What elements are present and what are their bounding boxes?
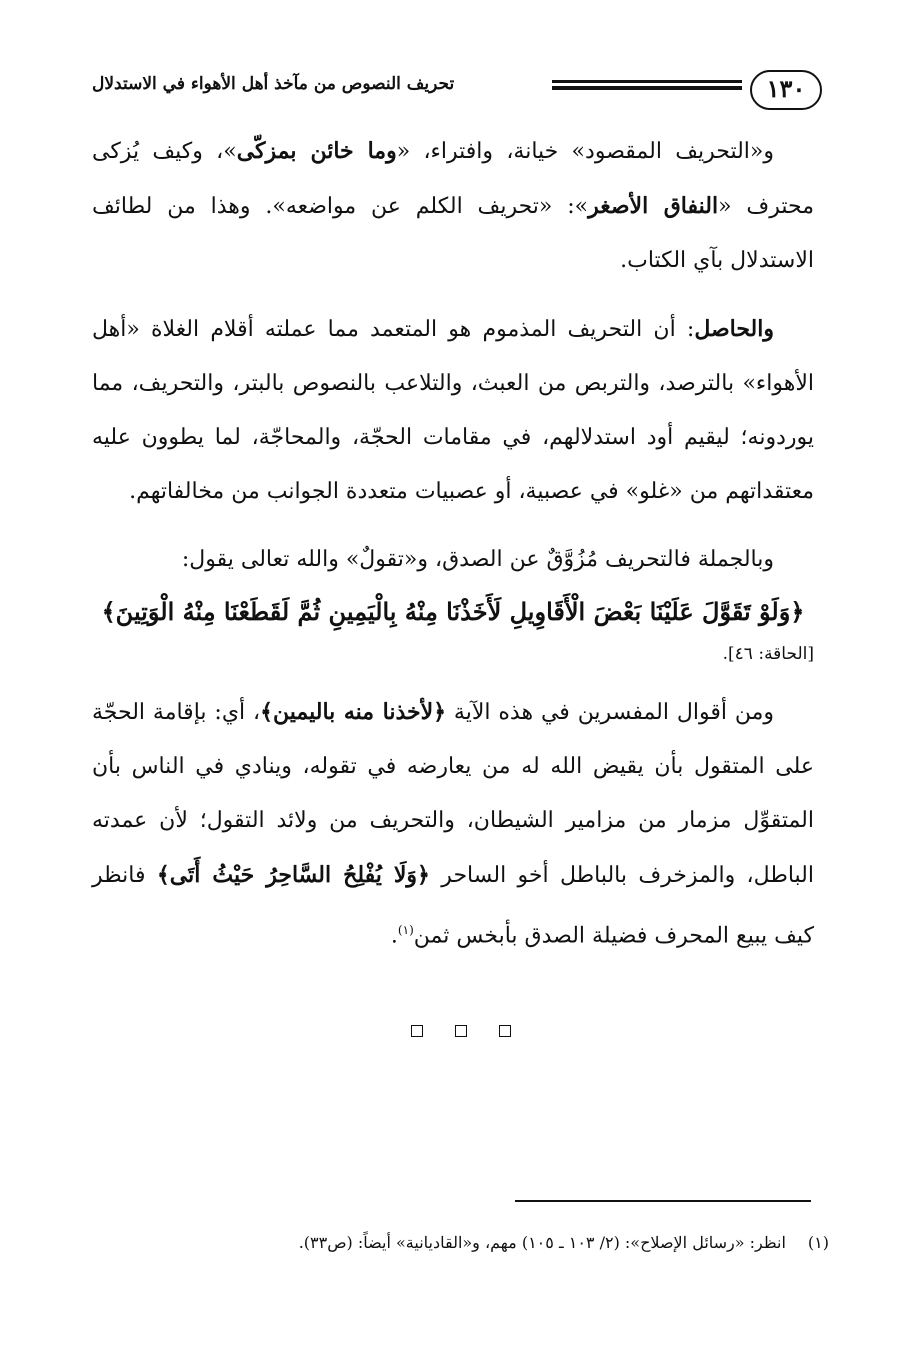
- footnote-number: (١): [807, 1233, 829, 1252]
- page-number: ١٣٠: [750, 70, 822, 110]
- footnote-marker[interactable]: (١): [397, 923, 414, 937]
- text-span: » خيانة، وافتراء، «: [396, 139, 586, 164]
- footnote: [107, 1228, 829, 1258]
- paragraph-1: [92, 124, 814, 288]
- footnote-text: انظر: «رسائل الإصلاح»: (٢/ ١٠٣ ـ ١٠٥) مهم، و«القاديانية» أيضاً: (ص٣٣).: [298, 1233, 786, 1252]
- text-span: »: «تحريف الكلم عن مواضعه». وهذا من لطائف الاستدلال بآي الكتاب.: [92, 194, 814, 273]
- paragraph-4: [92, 685, 814, 963]
- paragraph-2: [92, 302, 814, 519]
- page-header: [92, 70, 822, 114]
- square-icon: [499, 1025, 511, 1037]
- text-span: .: [390, 923, 398, 949]
- bold-phrase: النفاق الأصغر: [588, 193, 719, 219]
- bold-verse: ﴿لأخذنا منه باليمين﴾: [260, 699, 447, 725]
- text-span: : أن التحريف المذموم هو المتعمد مما عملته أقلام الغلاة «أهل الأهواء» بالترصد، والتربص من العبث، والتلاعب بالنصوص بالبتر، والتحريف، مما يوردونه؛ ليقيم أود استدلالهم، في مقامات الحجّة، والمحاجّة، لما يطوون عليه معتقداتهم من «غلو» في عصبية، أو عصبيات متعددة الجوانب من مخالفاتهم.: [92, 317, 814, 504]
- text-span: »، وكيف يُزكى محترف «: [92, 139, 814, 219]
- footnote-divider: [515, 1200, 811, 1202]
- verse-citation: [الحاقة: ٤٦].: [722, 644, 814, 664]
- bold-lead: والحاصل: [694, 316, 774, 342]
- square-icon: [411, 1025, 423, 1037]
- header-rule: [552, 80, 742, 90]
- text-span: ومن أقوال المفسرين في هذه الآية: [446, 700, 774, 725]
- quran-verse: ﴿وَلَوْ تَقَوَّلَ عَلَيْنَا بَعْضَ الْأَقَاوِيلِ لَأَخَذْنَا مِنْهُ بِالْيَمِينِ ثُمَّ لَقَطَعْنَا مِنْهُ الْوَتِينَ﴾: [101, 597, 805, 626]
- text-span: ، أي: بإقامة الحجّة على المتقول بأن يقيض الله له من يعارضه في تقوله، وينادي في الناس بأن المتقوِّل مزمار من مزامير الشيطان، والتحريف من ولائد التقول؛ لأن عمدته الباطل، والمزخرف بالباطل أخو الساحر: [92, 700, 814, 888]
- text-span: و«: [749, 139, 775, 164]
- bold-verse: ﴿وَلَا يُفْلِحُ السَّاحِرُ حَيْثُ أَتَى﴾: [156, 862, 430, 888]
- main-text: [92, 124, 814, 963]
- running-title: تحريف النصوص من مآخذ أهل الأهواء في الاستدلال: [92, 74, 455, 94]
- section-separator: [0, 1022, 921, 1041]
- square-icon: [455, 1025, 467, 1037]
- text-span: فانظر كيف يبيع المحرف فضيلة الصدق بأبخس ثمن: [92, 863, 814, 949]
- text-span: التحريف المقصود: [585, 139, 750, 164]
- text-span: وبالجملة فالتحريف مُزُوَّقٌ عن الصدق، و«تقولٌ» والله تعالى يقول:: [181, 547, 774, 572]
- paragraph-3: [92, 533, 814, 587]
- bold-phrase: وما خائن بمزكّى: [236, 138, 397, 164]
